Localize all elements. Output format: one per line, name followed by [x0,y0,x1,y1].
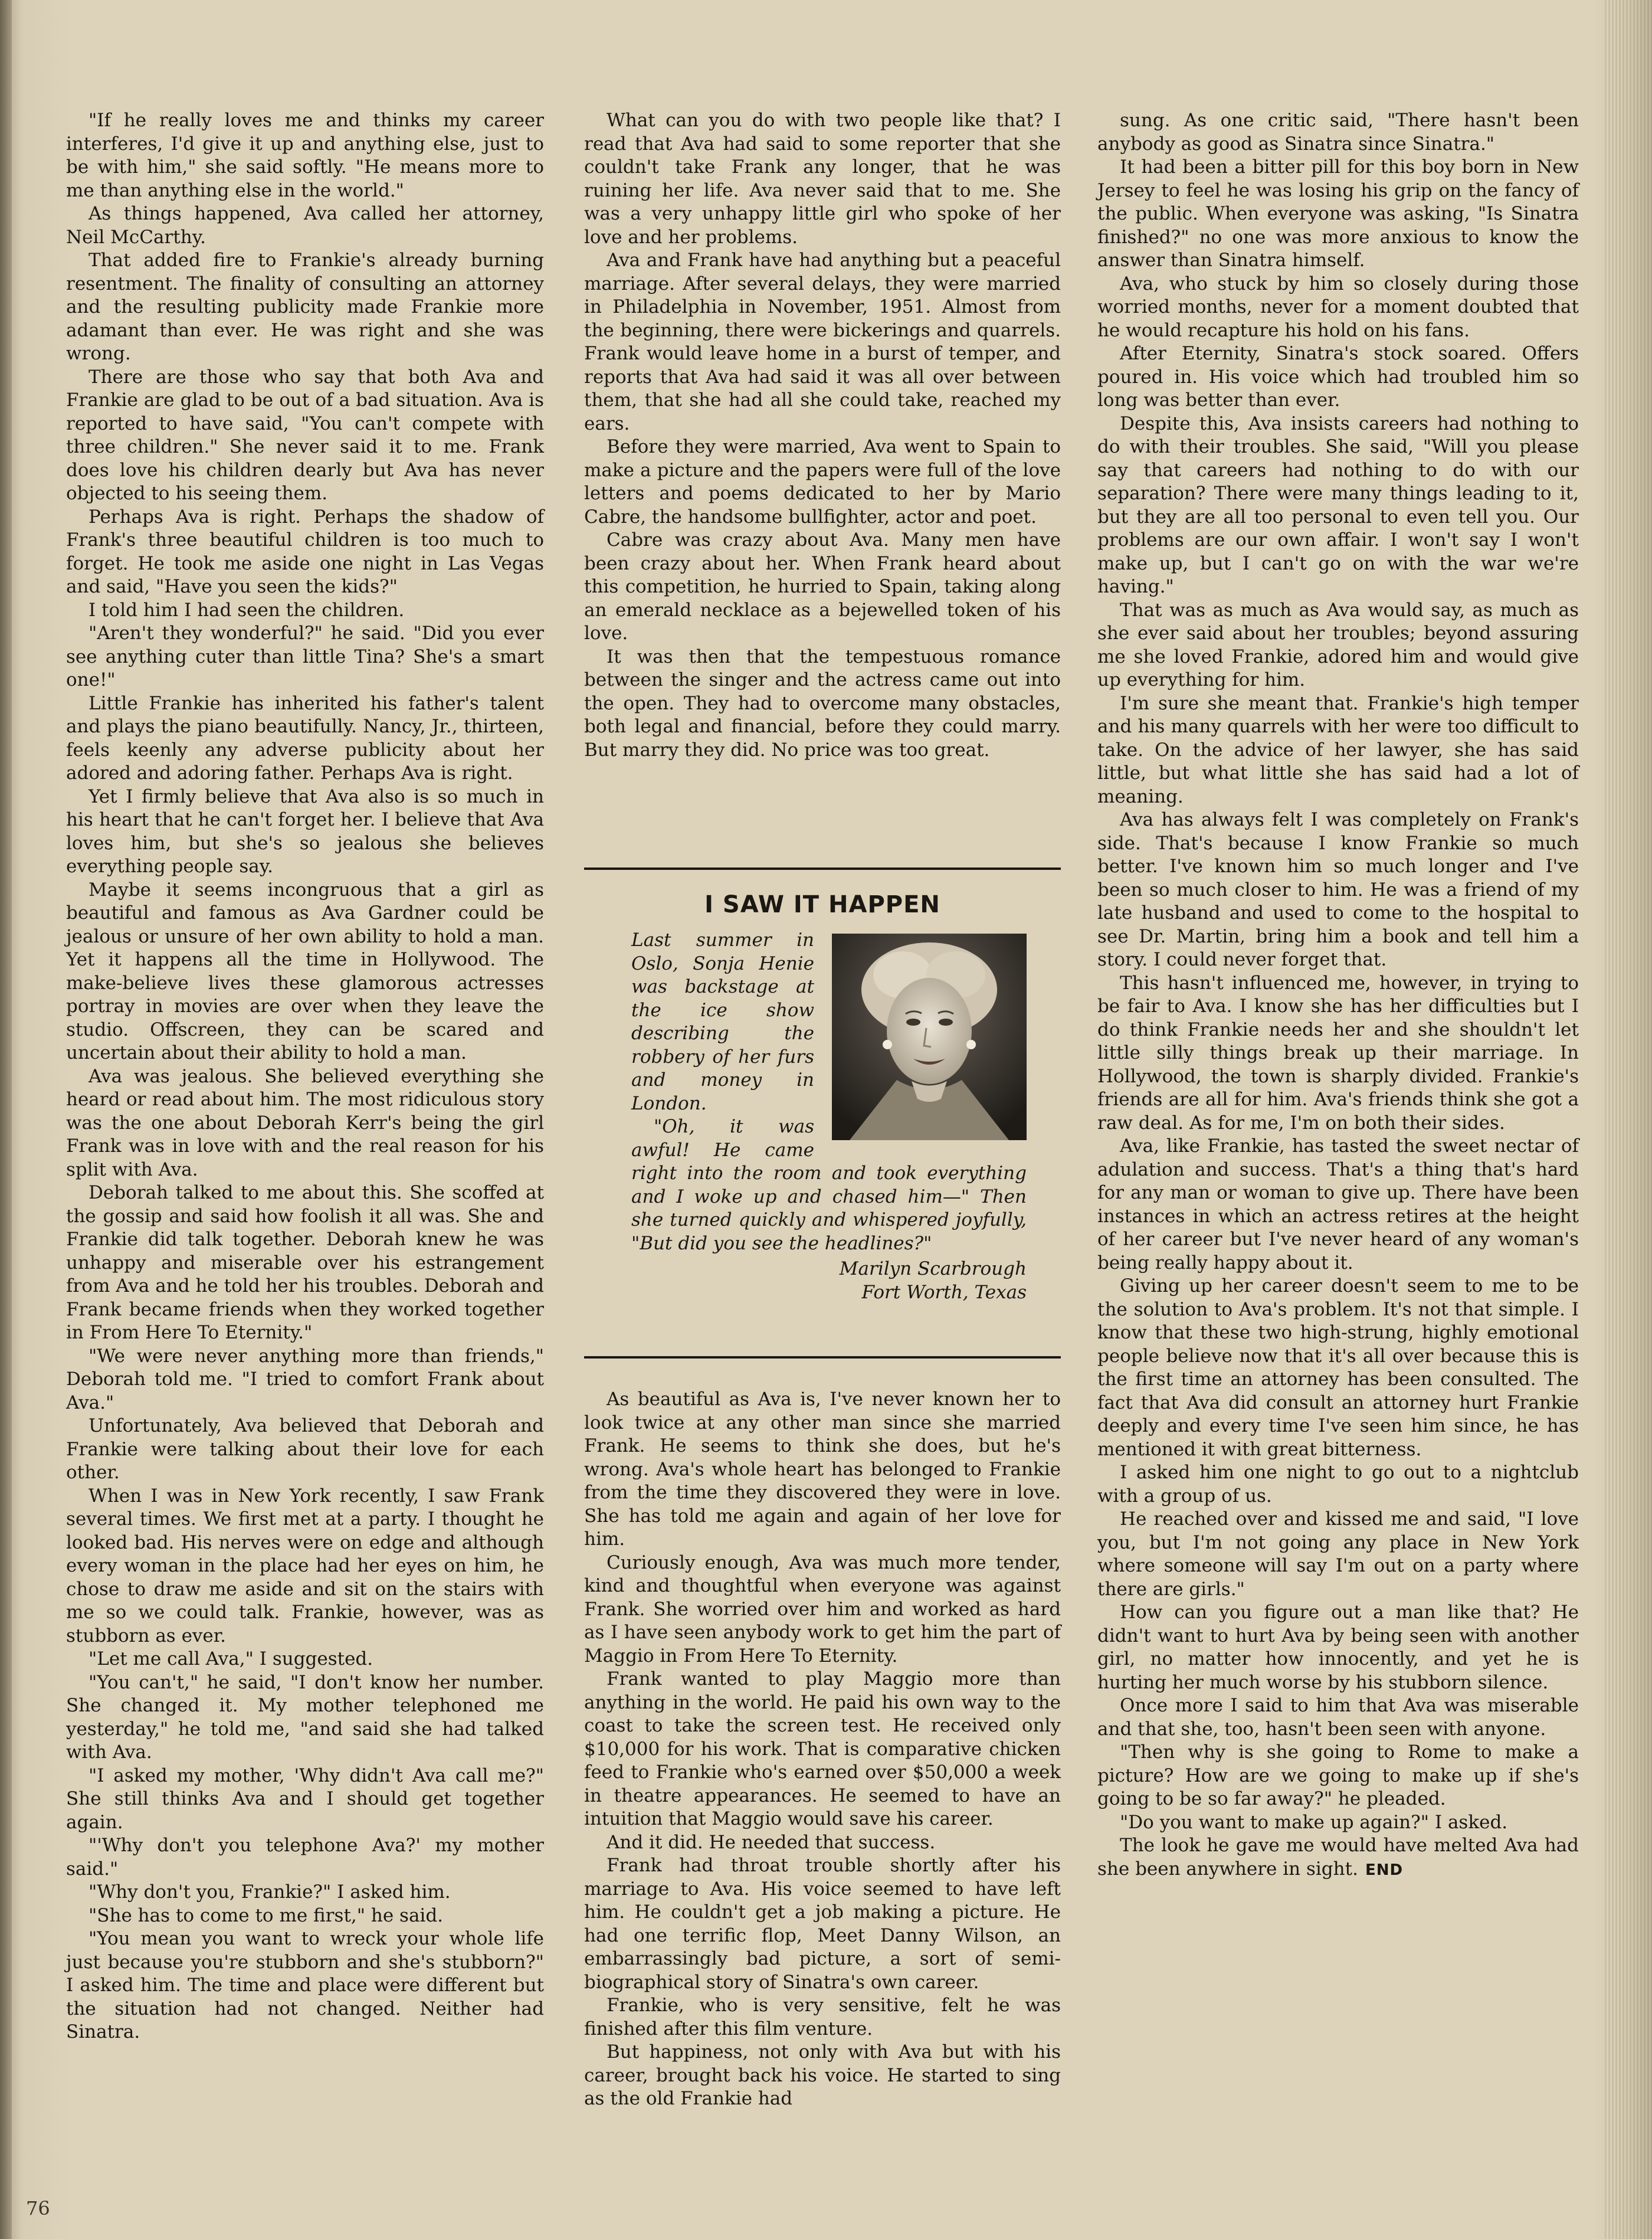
paragraph: That added fire to Frankie's already burning resentment. The finality of consulting an attorney and the resulting publicity made Frankie more adamant than ever. He was right and she was wrong. [66,250,544,364]
paragraph: Ava, who stuck by him so closely during those worried months, never for a moment doubted that he would recapture his hold on his fans. [1097,273,1579,341]
paragraph: "I asked my mother, 'Why didn't Ava call me?" She still thinks Ava and I should get together again. [66,1765,544,1833]
paragraph: Maybe it seems incongruous that a girl as beautiful and famous as Ava Gardner could be jealous or unsure of her own ability to hold a man. Yet it happens all the time in Hollywood. The make-believe lives these glamorous actresses portray in movies are over when they leave the studio. Offscreen, they can be scared and uncertain about their ability to hold a man. [66,879,544,1063]
article-column-2-top [584,109,1061,762]
paragraph: Ava was jealous. She believed everything she heard or read about him. The most ridiculous story was the one about Deborah Kerr's being the girl Frank was in love with and the real reason for his split with Ava. [66,1065,544,1180]
paragraph: "Why don't you, Frankie?" I asked him. [88,1881,451,1903]
final-paragraph-text: The look he gave me would have melted Ava had she been anywhere in sight. [1097,1835,1579,1880]
paragraph: As beautiful as Ava is, I've never known her to look twice at any other man since she married Frank. He seems to think she does, but he's wrong. Ava's whole heart has belonged to Frankie from the time they discovered they were in love. She has told me again and again of her love for him. [584,1389,1061,1550]
paragraph: What can you do with two people like that? I read that Ava had said to some reporter that she couldn't take Frank any longer, that he was ruining her life. Ava never said that to me. She was a very unhappy little girl who spoke of her love and her problems. [584,110,1061,248]
paragraph: Ava and Frank have had anything but a peaceful marriage. After several delays, they were married in Philadelphia in November, 1951. Almost from the beginning, there were bickerings and quarrels. Frank would leave home in a burst of temper, and reports that Ava had said it was all over between them, that she had all she could take, reached my ears. [584,250,1061,434]
paragraph: Yet I firmly believe that Ava also is so much in his heart that he can't forget her. I believe that Ava loves him, but she's so jealous she believes everything people say. [66,785,544,877]
paragraph: But happiness, not only with Ava but with his career, brought back his voice. He started to sing as the old Frankie had [584,2041,1061,2109]
paragraph: "'Why don't you telephone Ava?' my mother said." [66,1835,544,1880]
paragraph: It had been a bitter pill for this boy born in New Jersey to feel he was losing his grip on the fancy of the public. When everyone was asking, "Is Sinatra finished?" no one was more anxious to know the answer than Sinatra himself. [1097,156,1579,271]
paragraph: Frank wanted to play Maggio more than anything in the world. He paid his own way to the coast to take the screen test. He received only $10,000 for his work. That is comparative chicken feed to Frankie who's earned over $50,000 a week in theatre appearances. He seemed to have an intuition that Maggio would save his career. [584,1668,1061,1829]
paragraph: Perhaps Ava is right. Perhaps the shadow of Frank's three beautiful children is too much to forget. He took me aside one night in Las Vegas and said, "Have you seen the kids?" [66,506,544,597]
paragraph: Giving up her career doesn't seem to me to be the solution to Ava's problem. It's not that simple. I know that these two high-strung, highly emotional people believe now that it's all over because this is the first time an attorney has been consulted. The fact that Ava did consult an attorney hurt Frankie deeply and every time I've seen him since, he has mentioned it with great bitterness. [1097,1275,1579,1460]
paragraph: "If he really loves me and thinks my career interferes, I'd give it up and anything else, just to be with him," she said softly. "He means more to me than anything else in the world." [66,110,544,201]
i-saw-it-happen-box [584,868,1061,1359]
paragraph: It was then that the tempestuous romance between the singer and the actress came out into the open. They had to overcome many obstacles, both legal and financial, before they could marry. But marry they did. No price was too great. [584,646,1061,761]
paragraph: Little Frankie has inherited his father's talent and plays the piano beautifully. Nancy, Jr., thirteen, feels keenly any adverse publicity about her adored and adoring father. Perhaps Ava is right. [66,692,544,784]
paragraph: Frankie, who is very sensitive, felt he was finished after this film venture. [584,1995,1061,2040]
paragraph: Ava has always felt I was completely on Frank's side. That's because I know Frankie so much better. I've known him so much longer and I've been so much closer to him. He was a friend of my late husband and used to come to the hospital to see Dr. Martin, bring him a book and tell him a story. I could never forget that. [1097,809,1579,970]
paragraph: Frank had throat trouble shortly after his marriage to Ava. His voice seemed to have left him. He couldn't get a job making a picture. He had one terrific flop, Meet Danny Wilson, an embarrassingly bad picture, a sort of semi-biographical story of Sinatra's own career. [584,1855,1061,1993]
sonja-henie-photo [832,934,1027,1140]
paragraph: And it did. He needed that success. [607,1831,936,1853]
paragraph: That was as much as Ava would say, as much as she ever said about her troubles; beyond assuring me she loved Frankie, adored him and would give up everything for him. [1097,599,1579,690]
paragraph: Deborah talked to me about this. She scoffed at the gossip and said how foolish it all was. She and Frankie did talk together. Deborah knew he was unhappy and miserable over his estrangement from Ava and he told her his troubles. Deborah and Frank became friends when they worked together in From Here To Eternity." [66,1182,544,1343]
paragraph: "Then why is she going to Rome to make a picture? How are we going to make up if she's going to be so far away?" he pleaded. [1097,1742,1579,1809]
page-stack-edge [1605,0,1652,2239]
sidebar-location: Fort Worth, Texas [861,1281,1027,1303]
paragraph: As things happened, Ava called her attorney, Neil McCarthy. [66,203,544,248]
paragraph: Cabre was crazy about Ava. Many men have been crazy about her. When Frank heard about this competition, he hurried to Spain, taking along an emerald necklace as a bejewelled token of his love. [584,529,1061,644]
paragraph: Before they were married, Ava went to Spain to make a picture and the papers were full of the love letters and poems dedicated to her by Mario Cabre, the handsome bullfighter, actor and poet. [584,436,1061,528]
article-column-3 [1097,109,1579,1882]
paragraph: Once more I said to him that Ava was miserable and that she, too, hasn't been seen with anyone. [1097,1695,1579,1740]
paragraph: Ava, like Frankie, has tasted the sweet nectar of adulation and success. That's a thing that's hard for any man or woman to give up. There have been instances in which an actress retires at the height of her career but I've never heard of any woman's being really happy about it. [1097,1135,1579,1274]
paragraph: There are those who say that both Ava and Frankie are glad to be out of a bad situation. Ava is reported to have said, "You can't compete with three children." She never said it to me. Frank does love his children dearly but Ava has never objected to his seeing them. [66,366,544,504]
paragraph: I asked him one night to go out to a nightclub with a group of us. [1097,1462,1579,1507]
paragraph: This hasn't influenced me, however, in trying to be fair to Ava. I know she has her difficulties but I do think Frankie needs her and she shouldn't let little silly things break up their marriage. In Hollywood, the town is sharply divided. Frankie's friends are all for him. Ava's friends think she got a raw deal. As for me, I'm on both their sides. [1097,972,1579,1134]
page-number: 76 [26,2197,50,2220]
paragraph: "You can't," he said, "I don't know her number. She changed it. My mother telephoned me yesterday," he told me, "and said she had talked with Ava. [66,1671,544,1763]
paragraph: Curiously enough, Ava was much more tender, kind and thoughtful when everyone was against Frank. She worried over him and worked as hard as I have seen anybody work to get him the part of Maggio in From Here To Eternity. [584,1551,1061,1667]
sidebar-title: I SAW IT HAPPEN [704,891,940,918]
paragraph: Despite this, Ava insists careers had nothing to do with their troubles. She said, "Will you please say that careers had nothing to do with our separation? There were many things leading to it, but they are all too personal to even tell you. Our problems are our own affair. I won't say I won't make up, but I can't go on with the war we're having." [1097,413,1579,597]
end-mark: END [1365,1861,1404,1879]
paragraph: I told him I had seen the children. [88,599,405,621]
paragraph: "Do you want to make up again?" I asked. [1120,1811,1508,1833]
paragraph: He reached over and kissed me and said, "I love you, but I'm not going any place in New York where someone will say I'm out on a party where there are girls." [1097,1508,1579,1600]
paragraph: sung. As one critic said, "There hasn't been anybody as good as Sinatra since Sinatra." [1097,110,1579,155]
sidebar-author: Marilyn Scarbrough [839,1258,1027,1279]
portrait-illustration [832,934,1027,1140]
article-column-1 [66,109,544,2044]
paragraph: "She has to come to me first," he said. [88,1904,444,1926]
paragraph: "You mean you want to wreck your whole life just because you're stubborn and she's stubborn?" I asked him. The time and place were different but the situation had not changed. Neither had Sinatra. [66,1928,544,2042]
paragraph: "Aren't they wonderful?" he said. "Did you ever see anything cuter than little Tina? She's a smart one!" [66,623,544,690]
paragraph: I'm sure she meant that. Frankie's high temper and his many quarrels with her were too difficult to take. On the advice of her lawyer, she has said little, but what little she has said had a lot of meaning. [1097,692,1579,807]
paragraph: Unfortunately, Ava believed that Deborah and Frankie were talking about their love for each other. [66,1415,544,1483]
sidebar-paragraph: "Oh, it was awful! He came right into the room and took everything and I woke up and chased him—" Then she turned quickly and whispered joyfully, "But did you see the headlines?" [631,1116,1027,1254]
article-column-2-bottom [584,1388,1061,2111]
final-paragraph [1097,1834,1579,1882]
sidebar-signature [631,1258,1027,1304]
page-binding-edge [0,0,12,2239]
sidebar-paragraph: Last summer in Oslo, Sonja Henie was backstage at the ice show describing the robbery of her furs and money in London. [631,929,814,1114]
paragraph: "We were never anything more than friends," Deborah told me. "I tried to comfort Frank about Ava." [66,1345,544,1413]
paragraph: "Let me call Ava," I suggested. [88,1648,373,1670]
paragraph: When I was in New York recently, I saw Frank several times. We first met at a party. I thought he looked bad. His nerves were on edge and although every woman in the place had her eyes on him, he chose to draw me aside and sit on the stairs with me so we could talk. Frankie, however, was as stubborn as ever. [66,1485,544,1646]
paragraph: After Eternity, Sinatra's stock soared. Offers poured in. His voice which had troubled him so long was better than ever. [1097,343,1579,411]
paragraph: How can you figure out a man like that? He didn't want to hurt Ava by being seen with another girl, no matter how innocently, and yet he is hurting her much worse by his stubborn silence. [1097,1602,1579,1693]
